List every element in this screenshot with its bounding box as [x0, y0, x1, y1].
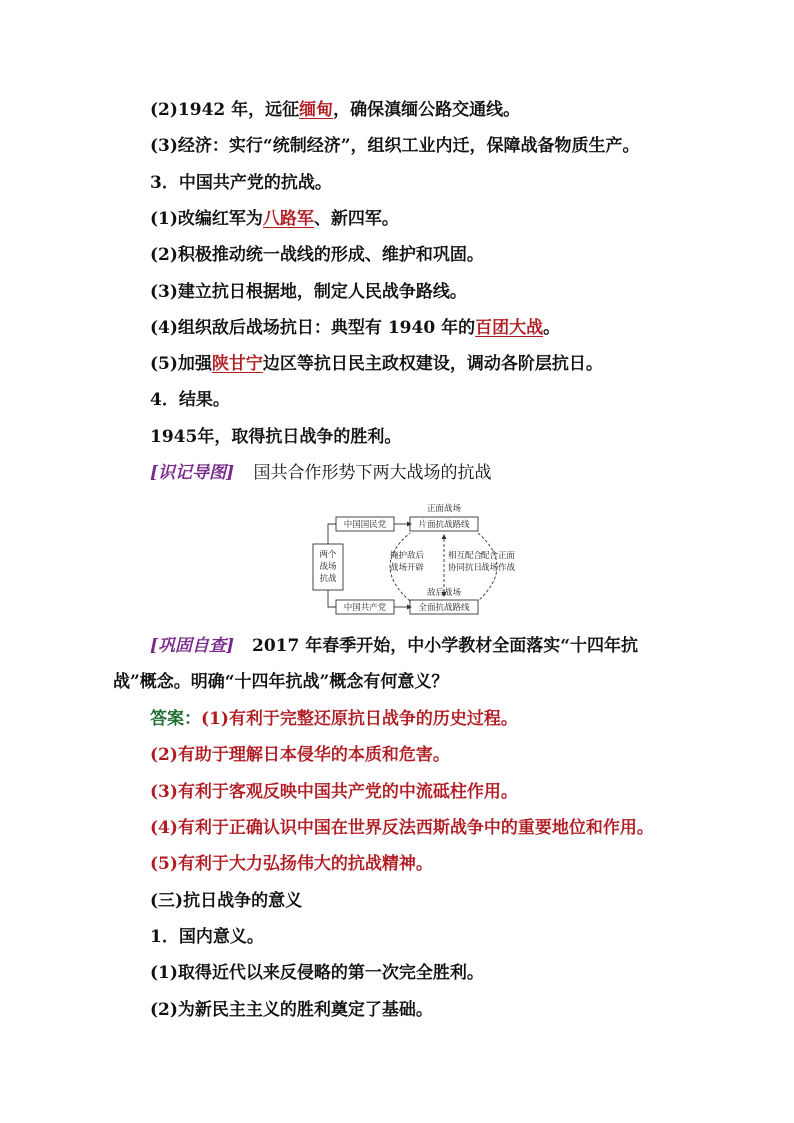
text-segment: ，确保滇缅公路交通线。 — [333, 100, 521, 120]
total-resistance-label: 全面抗战路线 — [418, 603, 470, 613]
text-line-hundred-regiments — [150, 316, 560, 340]
section-heading-result: 4．结果。 — [150, 390, 230, 410]
mid-right-line-2: 战场作战 — [480, 563, 516, 573]
kmt-label: 中国国民党 — [343, 520, 387, 530]
text-line-1942-burma — [150, 98, 520, 122]
section-heading-significance: (三)抗日战争的意义 — [150, 891, 303, 911]
answer-item-2: (2)有助于理解日本侵华的本质和危害。 — [150, 745, 450, 765]
arrow-head-kmt — [407, 522, 412, 527]
text-segment: (5)加强 — [150, 354, 212, 374]
mid-left-line-1: 掩护敌后 — [389, 551, 425, 561]
text-segment: (2)1942 年，远征 — [150, 100, 300, 120]
left-box-line-1: 两个 — [319, 550, 337, 560]
text-line-united-front: (2)积极推动统一战线的形成、维护和巩固。 — [150, 245, 484, 265]
text-line-eighth-route — [150, 207, 399, 231]
key-term-hundred-regiments: 百团大战 — [475, 318, 544, 338]
check-question-text-1: 2017 年春季开始，中小学教材全面落实“十四年抗 — [252, 636, 639, 656]
connector-top — [328, 524, 336, 544]
answer-item-1: (1)有利于完整还原抗日战争的历史过程。 — [201, 709, 518, 729]
mid-center-line-2: 协同抗日 — [447, 563, 483, 573]
text-segment: 、新四军。 — [313, 209, 399, 229]
front-battlefield-label: 正面战场 — [426, 504, 462, 514]
mid-center-line-1: 相互配合 — [447, 551, 483, 561]
rear-battlefield-label: 敌后战场 — [426, 588, 462, 598]
check-question-line-1 — [150, 634, 638, 658]
check-question-line-2: 战”概念。明确“十四年抗战”概念有何意义？ — [113, 672, 449, 692]
arrow-head-ccp — [407, 605, 412, 610]
section-sub-domestic: 1．国内意义。 — [150, 927, 264, 947]
answer-item-3: (3)有利于客观反映中国共产党的中流砥柱作用。 — [150, 782, 518, 802]
text-segment: 边区等抗日民主政权建设，调动各阶层抗日。 — [262, 354, 603, 374]
mid-right-line-1: 配合正面 — [480, 551, 516, 561]
check-tag: [巩固自查] — [150, 636, 235, 656]
two-battlefields-diagram — [310, 497, 520, 619]
ccp-label: 中国共产党 — [343, 603, 387, 613]
key-term-eighth-route-army: 八路军 — [262, 209, 314, 229]
answer-line-1 — [150, 707, 518, 731]
section-heading-ccp: 3．中国共产党的抗战。 — [150, 173, 332, 193]
text-line-new-democracy: (2)为新民主主义的胜利奠定了基础。 — [150, 1000, 433, 1020]
answer-item-5: (5)有利于大力弘扬伟大的抗战精神。 — [150, 854, 433, 874]
text-segment: 。 — [543, 318, 561, 338]
mid-left-line-2: 战场开辟 — [389, 563, 425, 573]
text-line-base-areas: (3)建立抗日根据地，制定人民战争路线。 — [150, 282, 467, 302]
partial-resistance-label: 片面抗战路线 — [418, 520, 470, 530]
text-line-first-victory: (1)取得近代以来反侵略的第一次完全胜利。 — [150, 963, 484, 983]
arrow-head-up — [442, 534, 447, 539]
connector-bottom — [328, 590, 336, 607]
answer-label: 答案： — [150, 709, 201, 729]
text-line-1945-victory: 1945年，取得抗日战争的胜利。 — [150, 427, 402, 447]
key-term-burma: 缅甸 — [299, 100, 334, 120]
key-term-shaanganning: 陕甘宁 — [211, 354, 263, 374]
text-line-economy: (3)经济：实行“统制经济”，组织工业内迁，保障战备物质生产。 — [150, 136, 640, 156]
text-line-shaanganning — [150, 352, 603, 376]
memory-map-tag: [识记导图] — [150, 463, 235, 483]
text-segment: (4)组织敌后战场抗日：典型有 1940 年的 — [150, 318, 476, 338]
answer-item-4: (4)有利于正确认识中国在世界反法西斯战争中的重要地位和作用。 — [150, 818, 654, 838]
memory-map-title: 国共合作形势下两大战场的抗战 — [253, 463, 492, 483]
text-segment: (1)改编红军为 — [150, 209, 263, 229]
memory-map-heading — [150, 461, 492, 485]
left-box-line-3: 抗战 — [319, 574, 337, 584]
left-box-line-2: 战场 — [319, 562, 337, 572]
